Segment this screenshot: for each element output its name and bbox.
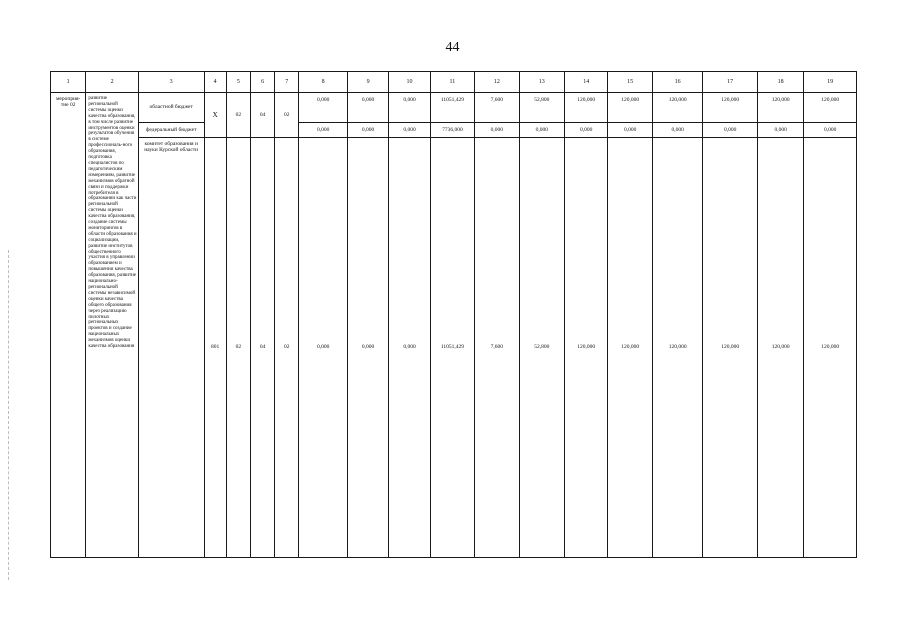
value-cell: 0,000 — [519, 123, 564, 138]
header-cell: 12 — [475, 72, 519, 93]
header-cell: 3 — [138, 72, 204, 93]
code-cell: 04 — [250, 93, 274, 138]
header-cell: 17 — [703, 72, 758, 93]
header-cell: 18 — [757, 72, 803, 93]
header-cell: 6 — [250, 72, 274, 93]
value-cell: 120,000 — [757, 93, 803, 123]
table-row — [51, 93, 857, 123]
header-cell: 5 — [226, 72, 250, 93]
header-cell: 2 — [86, 72, 139, 93]
value-cell: 0,000 — [757, 123, 803, 138]
value-cell: 52,800 — [519, 93, 564, 123]
value-cell: 0,000 — [389, 138, 430, 558]
table-row — [51, 138, 857, 558]
value-cell: 0,000 — [804, 123, 857, 138]
value-cell: 120,000 — [652, 138, 703, 558]
value-cell: 120,000 — [565, 93, 608, 123]
value-cell: 0,000 — [299, 123, 347, 138]
value-cell: 52,800 — [519, 138, 564, 558]
page-number: 44 — [445, 40, 460, 55]
header-cell: 8 — [299, 72, 347, 93]
header-cell: 11 — [430, 72, 474, 93]
scan-edge-mark — [8, 250, 10, 580]
value-cell: 0,000 — [475, 123, 519, 138]
value-cell: 120,000 — [703, 138, 758, 558]
value-cell: 7736,000 — [430, 123, 474, 138]
value-cell: 0,000 — [389, 123, 430, 138]
header-cell: 9 — [347, 72, 388, 93]
header-cell: 1 — [51, 72, 86, 93]
value-cell: 0,000 — [347, 138, 388, 558]
code-cell: X — [204, 93, 226, 138]
budget-table — [50, 71, 857, 558]
code-cell: 02 — [275, 138, 299, 558]
value-cell: 0,000 — [299, 138, 347, 558]
value-cell: 0,000 — [565, 123, 608, 138]
value-cell: 0,000 — [299, 93, 347, 123]
header-cell: 4 — [204, 72, 226, 93]
activity-description: развитие региональной системы оценки качества образования, в том числе развитие инструментов оценки результатов обучения в системе профессиональ-ного образования, подготовка специалистов по педагогическим измерениям, развитие механизмов обратной связи и поддержки потребителя в образовании как части региональной системы оценки качества образования, создание системы мониторингов в области образования и социализации, развитие институтов общественного участия в управлении образованием и повышении качества образования, развитие национально-региональной системы независимой оценки качества общего образования через реализацию пилотных региональных проектов и создание национальных механизмов оценки качества образования — [86, 93, 139, 558]
value-cell: 0,000 — [347, 93, 388, 123]
header-cell: 19 — [804, 72, 857, 93]
header-cell: 13 — [519, 72, 564, 93]
value-cell: 11051,429 — [430, 93, 474, 123]
value-cell: 120,000 — [565, 138, 608, 558]
header-cell: 14 — [565, 72, 608, 93]
value-cell: 0,000 — [389, 93, 430, 123]
value-cell: 0,000 — [347, 123, 388, 138]
value-cell: 7,600 — [475, 138, 519, 558]
value-cell: 7,600 — [475, 93, 519, 123]
row-label: мероприя- тие 02 — [51, 93, 86, 558]
funding-source: федеральный бюджет — [138, 123, 204, 138]
code-cell: 02 — [226, 138, 250, 558]
value-cell: 120,000 — [703, 93, 758, 123]
code-cell: 04 — [250, 138, 274, 558]
table-row — [51, 123, 857, 138]
code-cell: 02 — [226, 93, 250, 138]
funding-source: комитет образования и науки Курской области — [138, 138, 204, 558]
value-cell: 0,000 — [652, 123, 703, 138]
value-cell: 120,000 — [652, 93, 703, 123]
value-cell: 11051,429 — [430, 138, 474, 558]
table-header-row — [51, 72, 857, 93]
header-cell: 16 — [652, 72, 703, 93]
header-cell: 10 — [389, 72, 430, 93]
value-cell: 120,000 — [804, 93, 857, 123]
code-cell: 02 — [275, 93, 299, 138]
header-cell: 15 — [608, 72, 652, 93]
value-cell: 120,000 — [804, 138, 857, 558]
value-cell: 0,000 — [608, 123, 652, 138]
code-cell: 801 — [204, 138, 226, 558]
value-cell: 120,000 — [608, 138, 652, 558]
value-cell: 120,000 — [757, 138, 803, 558]
value-cell: 0,000 — [703, 123, 758, 138]
header-cell: 7 — [275, 72, 299, 93]
funding-source: областной бюджет — [138, 93, 204, 123]
value-cell: 120,000 — [608, 93, 652, 123]
